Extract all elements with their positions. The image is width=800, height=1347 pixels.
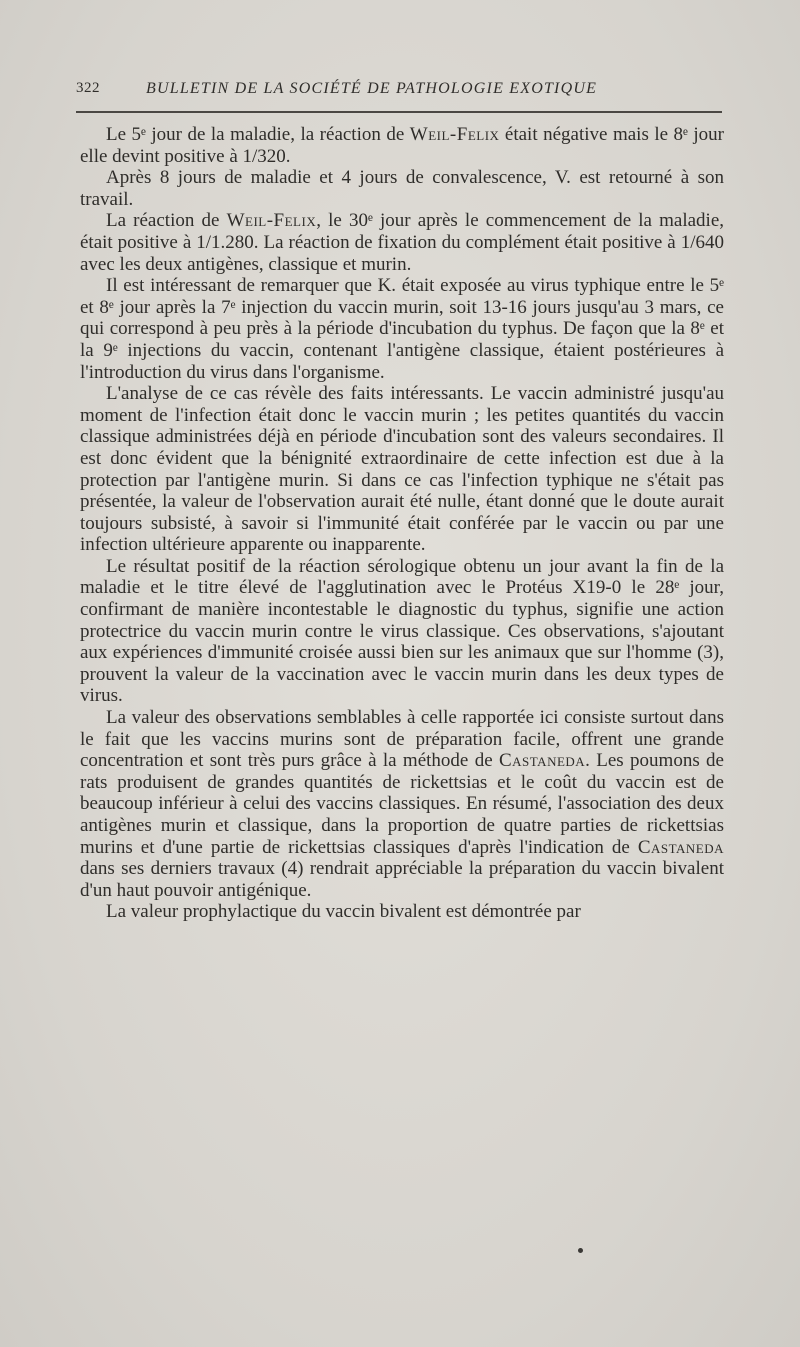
ink-speck xyxy=(578,1248,583,1253)
paragraph-3: La réaction de Weil-Felix, le 30ᵉ jour après le commencement de la maladie, était positive à 1/1.280. La réaction de fixation du complément était positive à 1/640 avec les deux antigènes, classique et murin. xyxy=(80,210,724,275)
paragraph-4: Il est intéressant de remarquer que K. était exposée au virus typhique entre le 5ᵉ et 8ᵉ jour après la 7ᵉ injection du vaccin murin, soit 13-16 jours jusqu'au 3 mars, ce qui correspond à peu près à la période d'incubation du typhus. De façon que la 8ᵉ et la 9ᵉ injections du vaccin, contenant l'antigène classique, étaient postérieures à l'introduction du virus dans l'organisme. xyxy=(80,275,724,383)
body-text xyxy=(80,124,724,923)
author-name: Castaneda xyxy=(637,836,724,858)
header-rule xyxy=(76,111,722,113)
author-name: Weil-Felix xyxy=(409,124,500,145)
paragraph-1: Le 5ᵉ jour de la maladie, la réaction de Weil-Felix était négative mais le 8ᵉ jour elle devint positive à 1/320. xyxy=(80,124,724,167)
author-name: Weil-Felix xyxy=(226,210,317,232)
paragraph-8: La valeur prophylactique du vaccin bivalent est démontrée par xyxy=(106,901,581,923)
page-number: 322 xyxy=(76,80,100,96)
paragraph-5: L'analyse de ce cas révèle des faits intéressants. Le vaccin administré jusqu'au moment de l'infection était donc le vaccin murin ; les petites quantités du vaccin classique administrées déjà en période d'incubation sont des valeurs secondaires. Il est donc évident que la bénignité extraordinaire de cette infection est due à la protection par l'antigène murin. Si dans ce cas l'infection typhique ne s'était pas présentée, la valeur de l'observation aurait été nulle, étant donné que le doute aurait toujours subsisté, à savoir si l'immunité était conférée par le vaccin ou par une infection ultérieure apparente ou inapparente. xyxy=(80,383,724,556)
paragraph-2: Après 8 jours de maladie et 4 jours de convalescence, V. est retourné à son travail. xyxy=(80,167,724,210)
page-header xyxy=(76,80,716,106)
running-head: BULLETIN DE LA SOCIÉTÉ DE PATHOLOGIE EXOTIQUE xyxy=(146,80,598,97)
author-name: Castaneda xyxy=(498,750,586,772)
paragraph-7: La valeur des observations semblables à celle rapportée ici consiste surtout dans le fait que les vaccins murins sont de préparation facile, offrent une grande concentration et sont très purs grâce à la méthode de Castaneda. Les poumons de rats produisent de grandes quantités de rickettsias et le coût du vaccin est de beaucoup inférieur à celui des vaccins classiques. En résumé, l'association des deux antigènes murin et classique, dans la proportion de quatre parties de rickettsias murins et d'une partie de rickettsias classiques d'après l'indication de Castaneda dans ses derniers travaux (4) rendrait appréciable la préparation du vaccin bivalent d'un haut pouvoir antigénique. xyxy=(80,707,724,901)
paragraph-6: Le résultat positif de la réaction sérologique obtenu un jour avant la fin de la maladie et le titre élevé de l'agglutination avec le Protéus X19-0 le 28ᵉ jour, confirmant de manière incontestable le diagnostic du typhus, signifie une action protectrice du vaccin murin contre le virus classique. Ces observations, s'ajoutant aux expériences d'immunité croisée aussi bien sur les animaux que sur l'homme (3), prouvent la valeur de la vaccination avec le vaccin murin dans les deux types de virus. xyxy=(80,555,724,707)
